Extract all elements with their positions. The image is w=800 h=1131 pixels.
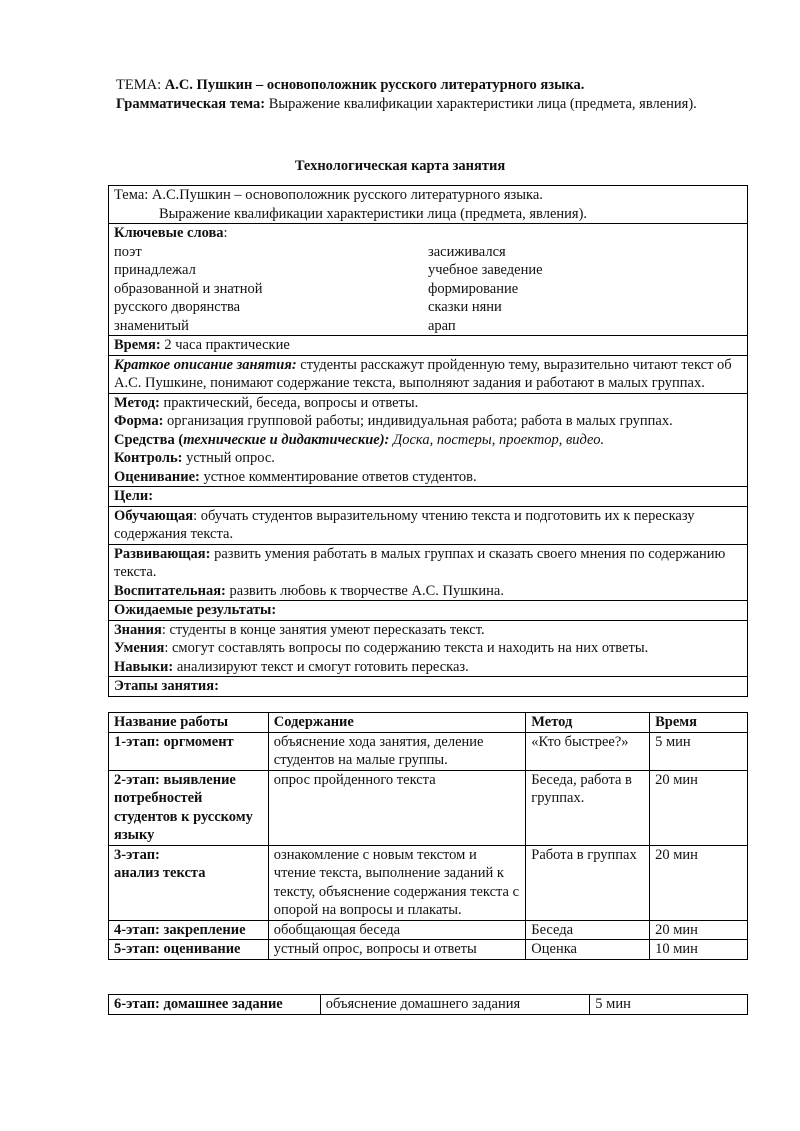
stages-table (108, 712, 748, 960)
time-row (109, 336, 748, 356)
keyword: принадлежал (114, 262, 196, 278)
keyword: формирование (428, 280, 519, 297)
table-row (109, 995, 748, 1015)
skills-label: Умения (114, 640, 165, 656)
technological-card-table (108, 185, 748, 697)
grammar-topic-value: Выражение квалификации характеристики лица (предмета, явления). (268, 95, 697, 112)
means-label-italic: технические и дидактические): (183, 431, 390, 448)
table-row (109, 845, 748, 920)
stage-time: 20 мин (650, 845, 748, 920)
keywords-list (114, 243, 742, 336)
expected-results-row (109, 620, 748, 677)
stage-name: 6-этап: домашнее задание (114, 996, 283, 1012)
description-value: студенты расскажут пройденную тему, выразительно читают текст об А.С. Пушкине, понимают содержание текста, выполняют задания и работают в малых группах. (114, 356, 732, 391)
goals-header-row (109, 487, 748, 507)
method-value: практический, беседа, вопросы и ответы. (163, 394, 419, 411)
stage-method: Беседа, работа в группах. (526, 770, 650, 845)
habits-value: анализируют текст и смогут готовить пересказ. (176, 658, 469, 675)
stage-name: 1-этап: оргмомент (114, 733, 234, 750)
stage-name: 4-этап: закрепление (114, 921, 246, 938)
developing-goal-row (109, 544, 748, 601)
stage-time: 20 мин (650, 770, 748, 845)
stage-time: 5 мин (590, 995, 748, 1015)
topic-value: А.С. Пушкин – основоположник русского литературного языка. (164, 77, 585, 93)
skills-value: : смогут составлять вопросы по содержанию текста и находить на них ответы. (164, 640, 649, 656)
teaching-goal-value: : обучать студентов выразительному чтению текста и подготовить их к пересказу содержания текста. (114, 507, 695, 542)
control-label: Контроль: (114, 450, 183, 466)
habits-label: Навыки: (114, 658, 174, 675)
card-topic-line1: Тема: А.С.Пушкин – основоположник русского литературного языка. (114, 187, 543, 203)
keyword: русского дворянства (114, 299, 241, 315)
column-header: Содержание (273, 714, 354, 730)
keyword: образованной и знатной (114, 280, 263, 297)
grammar-topic-label: Грамматическая тема: (116, 95, 266, 112)
stage-content: обобщающая беседа (268, 920, 525, 940)
stage-time: 5 мин (650, 732, 748, 770)
stage-name: 3-этап: анализ текста (114, 846, 206, 881)
keyword: сказки няни (428, 299, 502, 315)
knowledge-label: Знания (114, 621, 162, 638)
evaluation-value: устное комментирование ответов студентов. (203, 468, 477, 485)
table-row (109, 770, 748, 845)
keyword: поэт (114, 243, 142, 260)
stages-header-row (109, 677, 748, 697)
description-row (109, 355, 748, 393)
form-label: Форма: (114, 413, 164, 429)
table-row (109, 920, 748, 940)
keyword: арап (428, 317, 456, 334)
knowledge-value: : студенты в конце занятия умеют пересказать текст. (161, 621, 485, 638)
stage-time: 20 мин (650, 920, 748, 940)
stage-content: устный опрос, вопросы и ответы (268, 940, 525, 960)
keywords-label: Ключевые слова (114, 225, 224, 241)
stages-label: Этапы занятия: (114, 678, 219, 694)
teaching-goal-row (109, 506, 748, 544)
evaluation-label: Оценивание: (114, 468, 200, 485)
developing-goal-value: развить умения работать в малых группах и сказать своего мнения по содержанию текста. (114, 545, 726, 580)
stage-content: объяснение хода занятия, деление студентов на малые группы. (268, 732, 525, 770)
means-value: Доска, постеры, проектор, видео. (393, 431, 605, 448)
column-header: Метод (531, 714, 573, 730)
expected-results-label: Ожидаемые результаты: (114, 602, 277, 618)
stage-method: Работа в группах (526, 845, 650, 920)
educational-goal-value: развить любовь к творчестве А.С. Пушкина. (229, 582, 504, 599)
homework-row-table (108, 994, 748, 1015)
stage-time: 10 мин (650, 940, 748, 960)
keywords-row: Ключевые слова: поэт засиживался принадлежал учебное заведение образованной и знатной формирование русского дворянства сказки няни знаменитый арап (109, 224, 748, 336)
table-row (109, 732, 748, 770)
keyword: засиживался (428, 243, 506, 260)
description-label: Краткое описание занятия: (114, 356, 297, 373)
stage-method: Оценка (526, 940, 650, 960)
stage-content: ознакомление с новым текстом и чтение текста, выполнение заданий к тексту, объяснение содержания текста с опорой на вопросы и плакаты. (268, 845, 525, 920)
topic-row (109, 186, 748, 224)
table-row (109, 940, 748, 960)
stage-name: 2-этап: выявление потребностей студентов к русскому языку (114, 771, 253, 843)
topic-line (116, 76, 716, 95)
column-header: Название работы (114, 714, 229, 730)
stages-table-header (109, 713, 748, 733)
time-value: 2 часа практические (164, 337, 290, 353)
goals-label: Цели: (114, 488, 154, 504)
time-label: Время: (114, 337, 161, 353)
teaching-goal-label: Обучающая (114, 507, 194, 524)
stage-method: «Кто быстрее?» (526, 732, 650, 770)
card-title: Технологическая карта занятия (294, 158, 506, 174)
expected-results-header-row (109, 601, 748, 621)
developing-goal-label: Развивающая: (114, 545, 211, 562)
stage-method: Беседа (526, 920, 650, 940)
method-label: Метод: (114, 394, 160, 411)
keyword: учебное заведение (428, 262, 543, 278)
means-label: Средства ( (114, 431, 184, 448)
control-value: устный опрос. (186, 450, 275, 466)
method-row (109, 393, 748, 487)
card-topic-line2: Выражение квалификации характеристики лица (предмета, явления). (159, 205, 588, 222)
stage-name: 5-этап: оценивание (114, 941, 241, 957)
form-value: организация групповой работы; индивидуальная работа; работа в малых группах. (167, 413, 673, 429)
document-header (116, 76, 716, 113)
stage-content: объяснение домашнего задания (320, 995, 590, 1015)
educational-goal-label: Воспитательная: (114, 582, 226, 599)
keyword: знаменитый (114, 317, 189, 334)
stage-content: опрос пройденного текста (268, 770, 525, 845)
topic-label: ТЕМА: (116, 77, 162, 93)
column-header: Время (655, 714, 698, 730)
grammar-topic-line (116, 95, 716, 114)
